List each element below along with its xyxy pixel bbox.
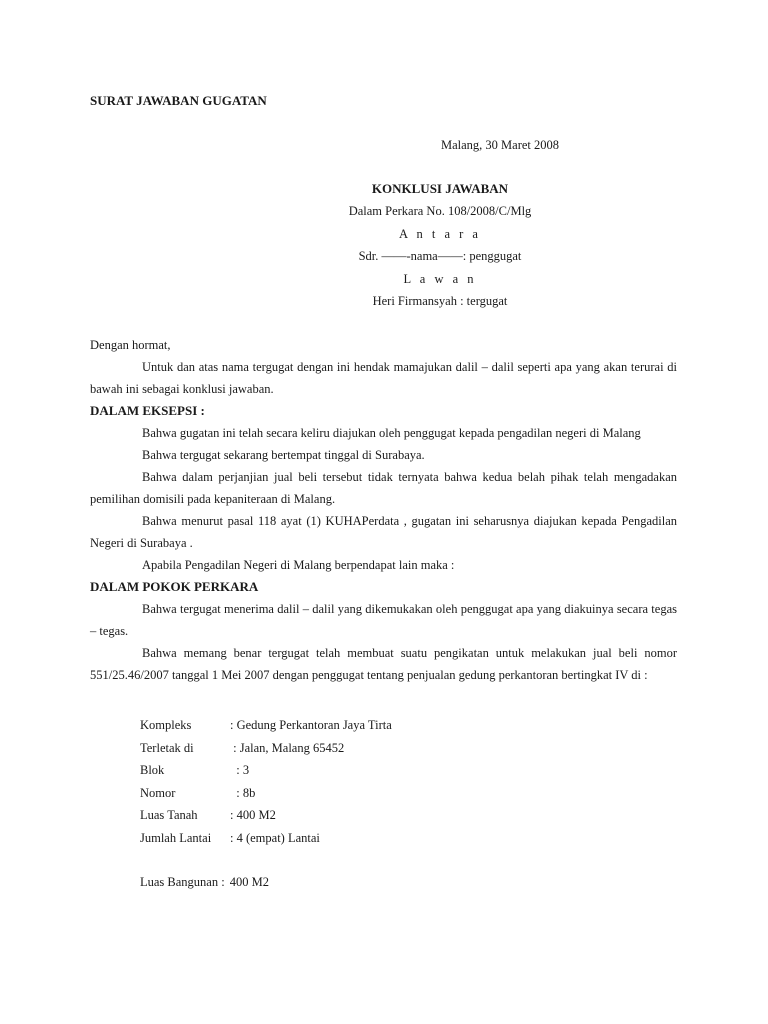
document-title: SURAT JAWABAN GUGATAN — [90, 93, 267, 108]
intro-paragraph: Untuk dan atas nama tergugat dengan ini hendak mamajukan dalil – dalil seperti apa yang akan terurai di bawah ini sebagai konklusi jawaban. — [90, 360, 677, 396]
property-value: : 4 (empat) Lantai — [230, 830, 320, 845]
property-row — [140, 782, 392, 805]
spacer — [140, 849, 392, 871]
defendant-line: Heri Firmansyah : tergugat — [372, 294, 508, 308]
property-value: : Gedung Perkantoran Jaya Tirta — [230, 718, 392, 732]
eksepsi-paragraph: Bahwa gugatan ini telah secara keliru diajukan oleh penggugat kepada pengadilan negeri di Malang — [142, 426, 641, 440]
place-date: Malang, 30 Maret 2008 — [441, 138, 560, 152]
building-area-value: 400 M2 — [229, 875, 269, 889]
eksepsi-paragraph: Bahwa menurut pasal 118 ayat (1) KUHAPerdata , gugatan ini seharusnya diajukan kepada Pengadilan Negeri di Surabaya . — [90, 514, 677, 550]
building-area-label: Luas Bangunan : — [140, 875, 225, 889]
eksepsi-paragraph: Apabila Pengadilan Negeri di Malang berpendapat lain maka : — [142, 558, 455, 572]
letter-body — [90, 334, 677, 686]
property-row — [140, 827, 392, 850]
plaintiff-line: Sdr. ——-nama——: penggugat — [358, 249, 522, 263]
property-label: Jumlah Lantai — [140, 830, 212, 845]
property-row — [140, 714, 392, 737]
building-area-row — [140, 871, 392, 894]
conclusion-heading: KONKLUSI JAWABAN — [371, 181, 509, 196]
property-label: Kompleks — [140, 718, 192, 732]
property-row — [140, 737, 392, 760]
property-value: : Jalan, Malang 65452 — [230, 740, 345, 755]
property-label: Nomor — [140, 785, 176, 800]
greeting: Dengan hormat, — [90, 338, 171, 352]
property-row — [140, 759, 392, 782]
between-label: A n t a r a — [399, 227, 481, 241]
pokok-perkara-heading: DALAM POKOK PERKARA — [90, 579, 259, 594]
property-value: : 400 M2 — [230, 808, 276, 822]
property-label: Luas Tanah — [140, 808, 198, 822]
property-value: : 8b — [230, 785, 256, 800]
pokok-paragraph: Bahwa tergugat menerima dalil – dalil yang dikemukakan oleh penggugat apa yang diakuinya secara tegas – tegas. — [90, 602, 677, 638]
pokok-paragraph: Bahwa memang benar tergugat telah membuat suatu pengikatan untuk melakukan jual beli nomor 551/25.46/2007 tanggal 1 Mei 2007 dengan penggugat tentang penjualan gedung perkantoran bertingkat IV di : — [90, 646, 677, 682]
eksepsi-paragraph: Bahwa dalam perjanjian jual beli tersebut tidak ternyata bahwa kedua belah pihak telah mengadakan pemilihan domisili pada kepaniteraan di Malang. — [90, 470, 677, 506]
property-details — [140, 714, 392, 894]
case-number-line: Dalam Perkara No. 108/2008/C/Mlg — [348, 204, 532, 218]
property-label: Blok — [140, 763, 165, 777]
eksepsi-paragraph: Bahwa tergugat sekarang bertempat tinggal di Surabaya. — [142, 448, 425, 462]
property-label: Terletak di — [140, 740, 194, 755]
eksepsi-heading: DALAM EKSEPSI : — [90, 403, 205, 418]
versus-label: L a w a n — [403, 272, 477, 286]
property-value: : 3 — [230, 763, 250, 777]
property-row — [140, 804, 392, 827]
